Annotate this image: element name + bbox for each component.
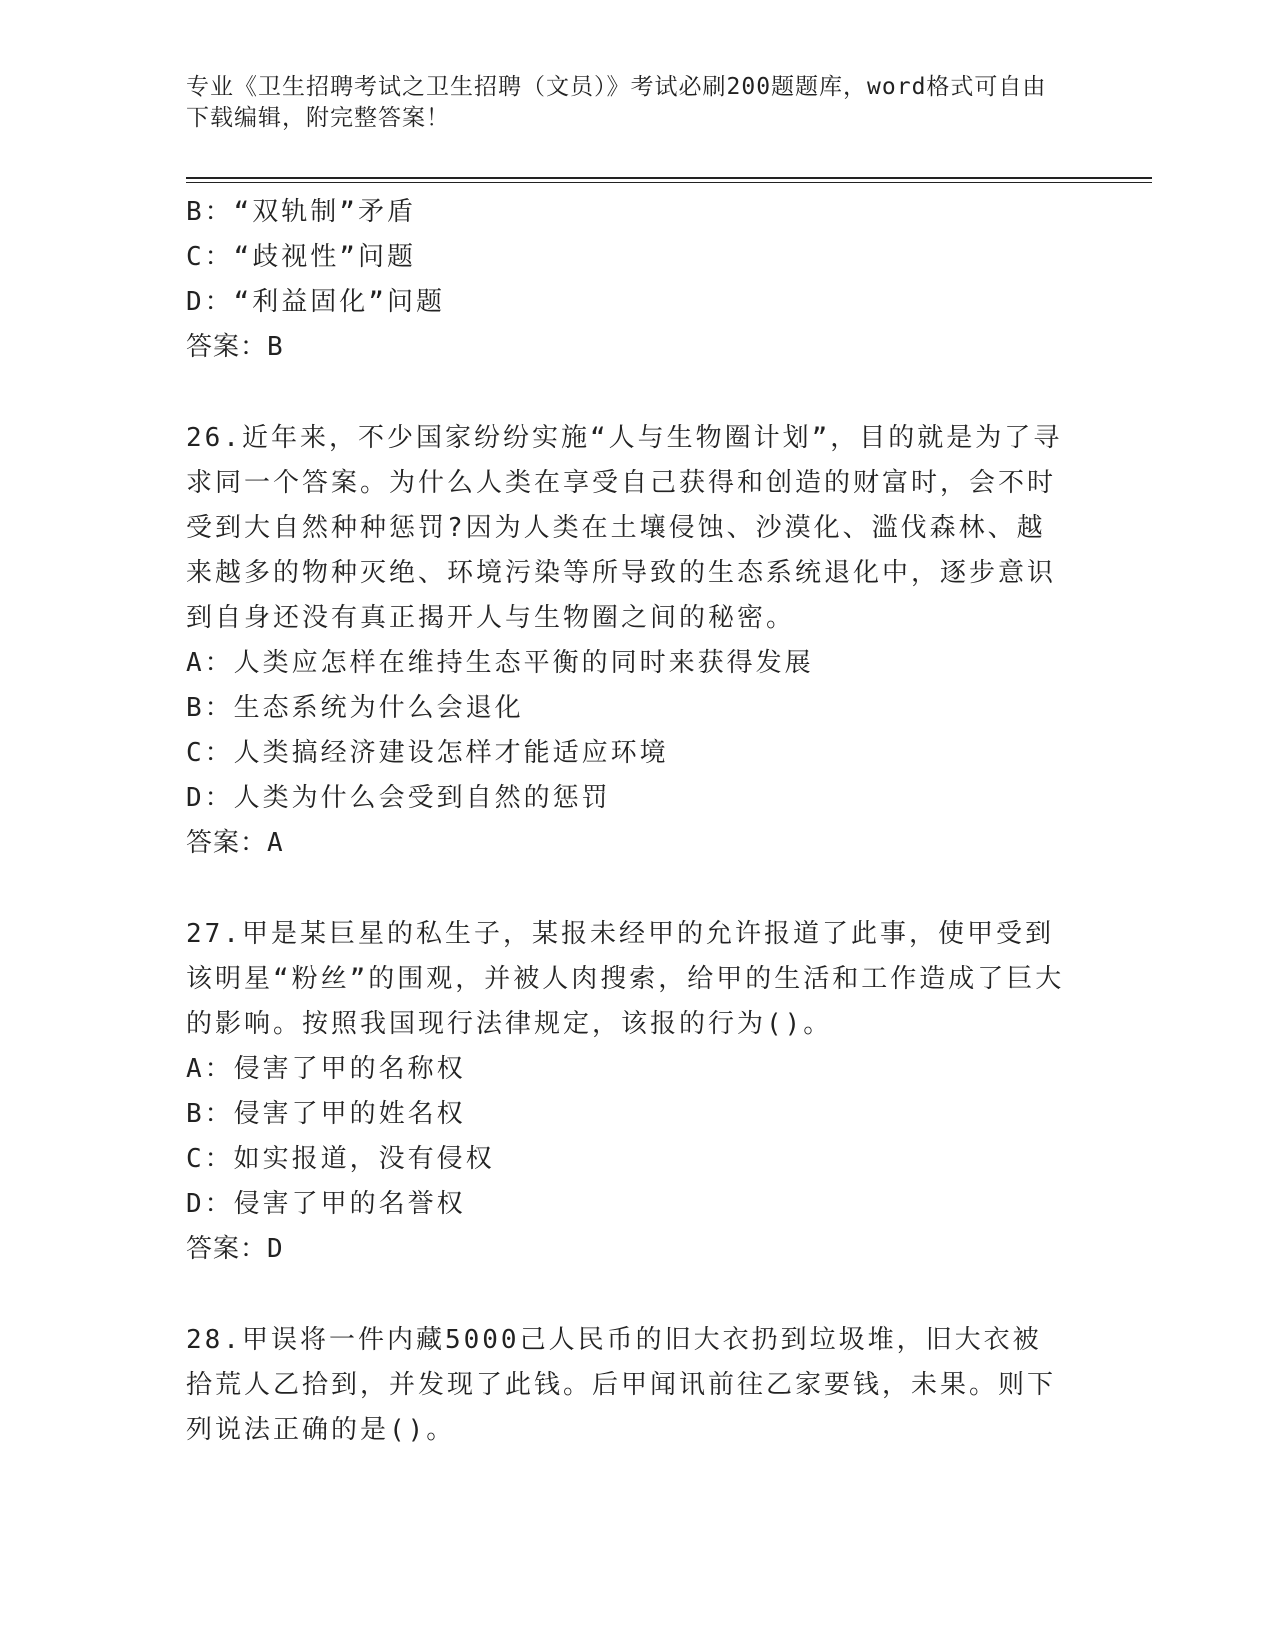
question-27 [186,912,1086,1272]
header-divider [186,177,1152,183]
answer: 答案：A [186,828,284,858]
option-a: A：人类应怎样在维持生态平衡的同时来获得发展 [186,648,814,678]
question-text: 28.甲误将一件内藏5000己人民币的旧大衣扔到垃圾堆，旧大衣被拾荒人乙拾到，并发现了此钱。后甲闻讯前往乙家要钱，未果。则下列说法正确的是()。 [186,1325,1057,1445]
option-d: D：“利益固化”问题 [186,287,445,317]
spacer [186,1272,1086,1318]
option-c: C：人类搞经济建设怎样才能适应环境 [186,738,669,768]
question-text: 26.近年来，不少国家纷纷实施“人与生物圈计划”，目的就是为了寻求同一个答案。为什么人类在享受自己获得和创造的财富时，会不时受到大自然种种惩罚?因为人类在土壤侵蚀、沙漠化、滥伐森林、越来越多的物种灭绝、环境污染等所导致的生态系统退化中，逐步意识到自身还没有真正揭开人与生物圈之间的秘密。 [186,423,1063,633]
answer: 答案：B [186,332,284,362]
option-b: B：侵害了甲的姓名权 [186,1099,466,1129]
option-a: A：侵害了甲的名称权 [186,1054,466,1084]
option-d: D：侵害了甲的名誉权 [186,1189,466,1219]
option-b: B：生态系统为什么会退化 [186,693,524,723]
question-list [186,190,1086,1453]
answer: 答案：D [186,1234,284,1264]
option-c: C：“歧视性”问题 [186,242,416,272]
question-text: 27.甲是某巨星的私生子，某报未经甲的允许报道了此事，使甲受到该明星“粉丝”的围观，并被人肉搜索，给甲的生活和工作造成了巨大的影响。按照我国现行法律规定，该报的行为()。 [186,919,1065,1039]
question-25 [186,190,1086,370]
option-b: B：“双轨制”矛盾 [186,197,416,227]
page-header: 专业《卫生招聘考试之卫生招聘（文员）》考试必刷200题题库，word格式可自由下载编辑，附完整答案！ [186,74,1047,131]
spacer [186,370,1086,416]
option-d: D：人类为什么会受到自然的惩罚 [186,783,611,813]
spacer [186,866,1086,912]
option-c: C：如实报道，没有侵权 [186,1144,495,1174]
question-28 [186,1318,1086,1453]
question-26 [186,416,1086,866]
